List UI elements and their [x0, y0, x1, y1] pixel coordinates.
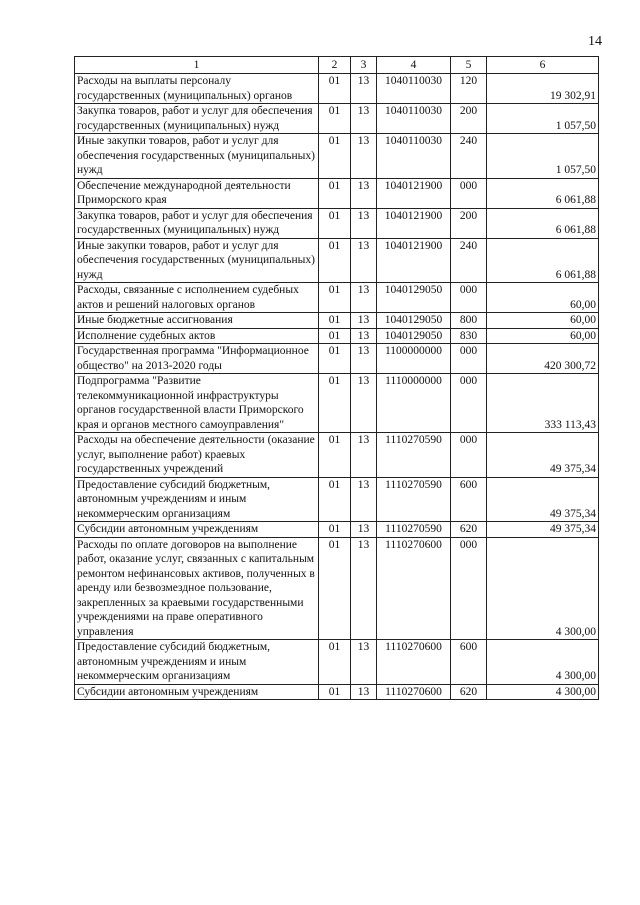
table-row: [75, 344, 599, 374]
section-code: 01: [319, 328, 351, 344]
table-row: [75, 537, 599, 640]
expense-name: Расходы на обеспечение деятельности (оказание услуг, выполнение работ) краевых государственных учреждений: [75, 433, 319, 478]
subsection-code: 13: [351, 313, 377, 329]
expense-type-code: 800: [451, 313, 487, 329]
expense-name: Субсидии автономным учреждениям: [75, 522, 319, 538]
subsection-code: 13: [351, 134, 377, 179]
table-row: [75, 178, 599, 208]
section-code: 01: [319, 522, 351, 538]
amount: 6 061,88: [487, 178, 599, 208]
expense-type-code: 000: [451, 374, 487, 433]
column-header: 2: [319, 57, 351, 74]
table-row: [75, 208, 599, 238]
target-article-code: 1040129050: [377, 328, 451, 344]
amount: 49 375,34: [487, 477, 599, 522]
table-row: [75, 313, 599, 329]
table-row: [75, 134, 599, 179]
amount: 6 061,88: [487, 208, 599, 238]
amount: 4 300,00: [487, 537, 599, 640]
amount: 49 375,34: [487, 433, 599, 478]
section-code: 01: [319, 433, 351, 478]
amount: 1 057,50: [487, 104, 599, 134]
section-code: 01: [319, 313, 351, 329]
column-header: 6: [487, 57, 599, 74]
table-row: [75, 104, 599, 134]
section-code: 01: [319, 178, 351, 208]
amount: 60,00: [487, 328, 599, 344]
subsection-code: 13: [351, 104, 377, 134]
expense-type-code: 000: [451, 178, 487, 208]
section-code: 01: [319, 374, 351, 433]
target-article-code: 1040110030: [377, 104, 451, 134]
subsection-code: 13: [351, 283, 377, 313]
expense-type-code: 240: [451, 238, 487, 283]
expense-name: Расходы по оплате договоров на выполнение работ, оказание услуг, связанных с капитальным ремонтом нефинансовых активов, полученных в аренду или безвозмездное пользование, закрепленных за краевыми государственными учреждениями на праве оперативного управления: [75, 537, 319, 640]
table-row: [75, 74, 599, 104]
amount: 19 302,91: [487, 74, 599, 104]
subsection-code: 13: [351, 374, 377, 433]
target-article-code: 1110270600: [377, 640, 451, 685]
column-header: 1: [75, 57, 319, 74]
target-article-code: 1040110030: [377, 74, 451, 104]
subsection-code: 13: [351, 522, 377, 538]
amount: 60,00: [487, 313, 599, 329]
amount: 4 300,00: [487, 684, 599, 700]
subsection-code: 13: [351, 328, 377, 344]
expense-type-code: 830: [451, 328, 487, 344]
table-row: [75, 433, 599, 478]
target-article-code: 1040121900: [377, 208, 451, 238]
expense-type-code: 620: [451, 522, 487, 538]
column-header: 4: [377, 57, 451, 74]
column-header: 3: [351, 57, 377, 74]
expense-type-code: 000: [451, 537, 487, 640]
subsection-code: 13: [351, 684, 377, 700]
target-article-code: 1040121900: [377, 178, 451, 208]
target-article-code: 1040129050: [377, 283, 451, 313]
expense-type-code: 000: [451, 344, 487, 374]
expense-type-code: 240: [451, 134, 487, 179]
expense-name: Исполнение судебных актов: [75, 328, 319, 344]
table-row: [75, 238, 599, 283]
target-article-code: 1110000000: [377, 374, 451, 433]
table-row: [75, 374, 599, 433]
column-header: 5: [451, 57, 487, 74]
table-row: [75, 477, 599, 522]
subsection-code: 13: [351, 344, 377, 374]
target-article-code: 1040110030: [377, 134, 451, 179]
expense-name: Расходы, связанные с исполнением судебных актов и решений налоговых органов: [75, 283, 319, 313]
expense-name: Расходы на выплаты персоналу государственных (муниципальных) органов: [75, 74, 319, 104]
target-article-code: 1110270590: [377, 433, 451, 478]
table-row: [75, 522, 599, 538]
expense-name: Государственная программа "Информационное общество" на 2013-2020 годы: [75, 344, 319, 374]
table-row: [75, 283, 599, 313]
budget-table: [74, 56, 599, 700]
target-article-code: 1100000000: [377, 344, 451, 374]
expense-name: Субсидии автономным учреждениям: [75, 684, 319, 700]
expense-name: Обеспечение международной деятельности Приморского края: [75, 178, 319, 208]
expense-name: Иные закупки товаров, работ и услуг для обеспечения государственных (муниципальных) нужд: [75, 238, 319, 283]
expense-name: Подпрограмма "Развитие телекоммуникационной инфраструктуры органов государственной власти Приморского края и органов местного самоуправления": [75, 374, 319, 433]
expense-type-code: 000: [451, 283, 487, 313]
amount: 420 300,72: [487, 344, 599, 374]
target-article-code: 1110270590: [377, 522, 451, 538]
expense-type-code: 200: [451, 104, 487, 134]
section-code: 01: [319, 344, 351, 374]
table-header-row: [75, 57, 599, 74]
section-code: 01: [319, 74, 351, 104]
subsection-code: 13: [351, 74, 377, 104]
expense-type-code: 000: [451, 433, 487, 478]
amount: 1 057,50: [487, 134, 599, 179]
expense-name: Закупка товаров, работ и услуг для обеспечения государственных (муниципальных) нужд: [75, 104, 319, 134]
table-row: [75, 684, 599, 700]
page-number: 14: [588, 34, 602, 49]
expense-name: Иные закупки товаров, работ и услуг для обеспечения государственных (муниципальных) нужд: [75, 134, 319, 179]
section-code: 01: [319, 684, 351, 700]
subsection-code: 13: [351, 640, 377, 685]
target-article-code: 1040121900: [377, 238, 451, 283]
section-code: 01: [319, 134, 351, 179]
expense-name: Предоставление субсидий бюджетным, автономным учреждениям и иным некоммерческим организациям: [75, 640, 319, 685]
amount: 60,00: [487, 283, 599, 313]
section-code: 01: [319, 640, 351, 685]
subsection-code: 13: [351, 208, 377, 238]
expense-type-code: 200: [451, 208, 487, 238]
subsection-code: 13: [351, 433, 377, 478]
section-code: 01: [319, 208, 351, 238]
table-row: [75, 640, 599, 685]
table-row: [75, 328, 599, 344]
subsection-code: 13: [351, 238, 377, 283]
expense-type-code: 600: [451, 640, 487, 685]
subsection-code: 13: [351, 178, 377, 208]
section-code: 01: [319, 238, 351, 283]
amount: 49 375,34: [487, 522, 599, 538]
amount: 333 113,43: [487, 374, 599, 433]
target-article-code: 1040129050: [377, 313, 451, 329]
amount: 6 061,88: [487, 238, 599, 283]
section-code: 01: [319, 537, 351, 640]
section-code: 01: [319, 104, 351, 134]
target-article-code: 1110270590: [377, 477, 451, 522]
target-article-code: 1110270600: [377, 684, 451, 700]
expense-name: Предоставление субсидий бюджетным, автономным учреждениям и иным некоммерческим организациям: [75, 477, 319, 522]
expense-name: Закупка товаров, работ и услуг для обеспечения государственных (муниципальных) нужд: [75, 208, 319, 238]
section-code: 01: [319, 283, 351, 313]
subsection-code: 13: [351, 537, 377, 640]
section-code: 01: [319, 477, 351, 522]
amount: 4 300,00: [487, 640, 599, 685]
subsection-code: 13: [351, 477, 377, 522]
expense-type-code: 120: [451, 74, 487, 104]
expense-name: Иные бюджетные ассигнования: [75, 313, 319, 329]
expense-type-code: 600: [451, 477, 487, 522]
expense-type-code: 620: [451, 684, 487, 700]
target-article-code: 1110270600: [377, 537, 451, 640]
